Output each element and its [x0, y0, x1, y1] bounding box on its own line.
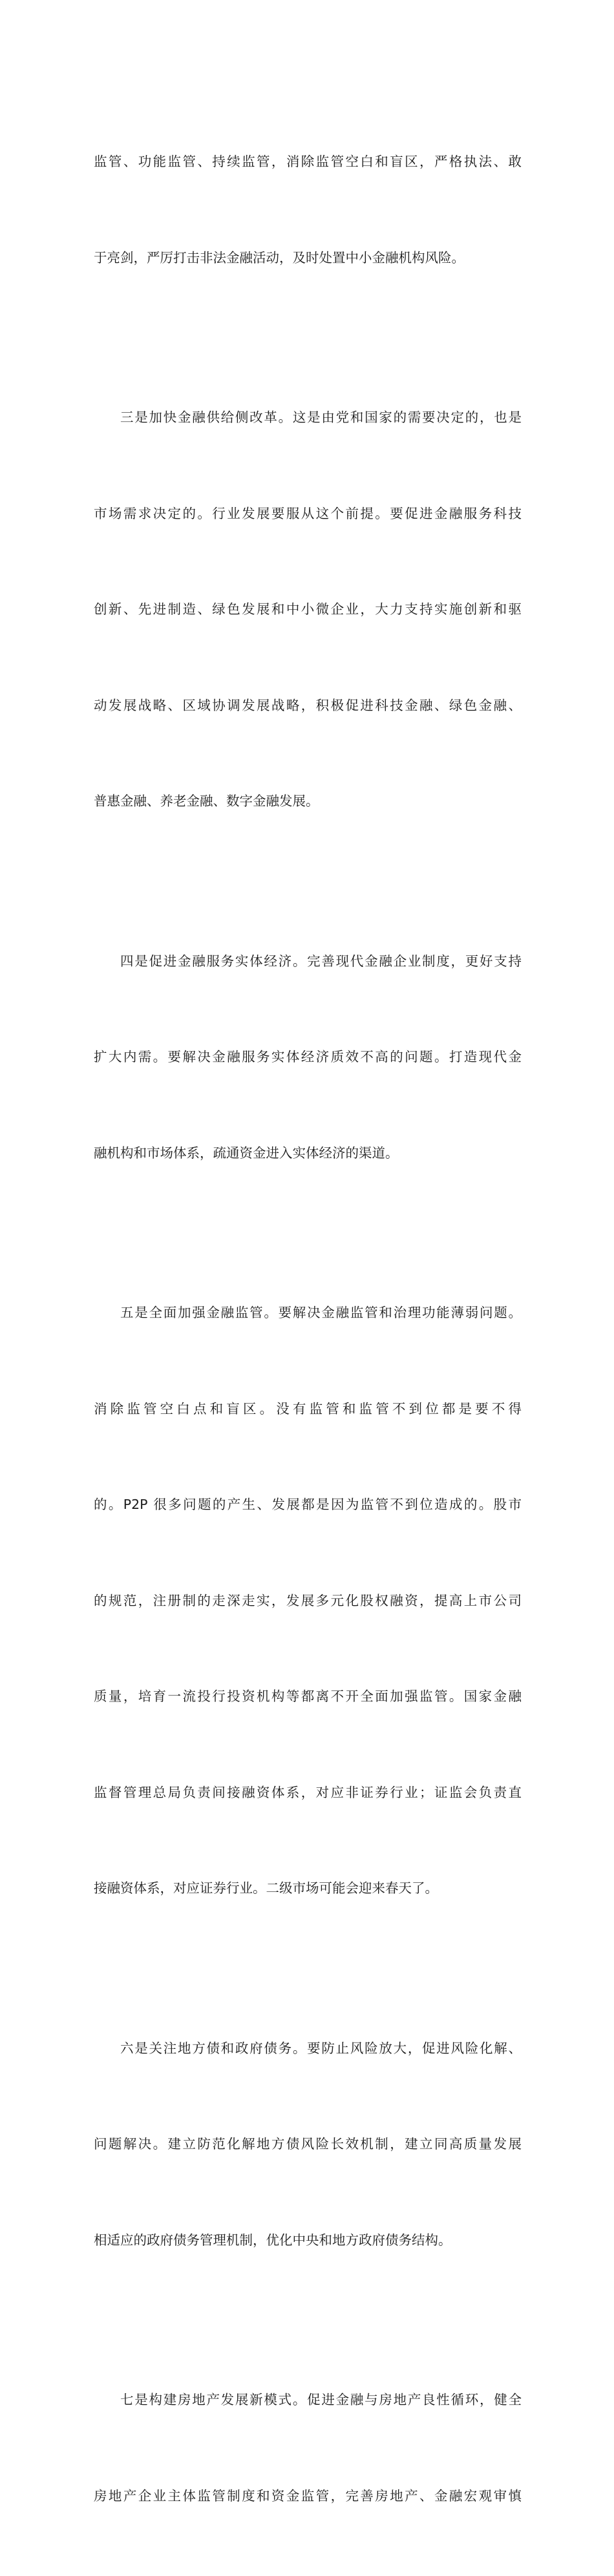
paragraph-6 [94, 2320, 522, 2576]
text-line: 扩大内需。要解决金融服务实体经济质效不高的问题。打造现代金 [94, 1049, 522, 1065]
document-body [94, 82, 522, 2576]
text-line: 六是关注地方债和政府债务。要防止风险放大，促进风险化解、 [120, 2040, 522, 2056]
text-line: 消除监管空白点和盲区。没有监管和监管不到位都是要不得 [94, 1400, 522, 1417]
text-line: 监督管理总局负责间接融资体系，对应非证券行业；证监会负责直 [94, 1784, 522, 1800]
text-line: 七是构建房地产发展新模式。促进金融与房地产良性循环，健全 [120, 2392, 522, 2407]
text-line: 的。P2P 很多问题的产生、发展都是因为监管不到位造成的。股市 [94, 1497, 522, 1512]
text-line: 融机构和市场体系，疏通资金进入实体经济的渠道。 [94, 1145, 399, 1161]
text-line: 相适应的政府债务管理机制，优化中央和地方政府债务结构。 [94, 2232, 452, 2248]
text-line: 三是加快金融供给侧改革。这是由党和国家的需要决定的，也是 [120, 410, 522, 425]
text-line: 房地产企业主体监管制度和资金监管，完善房地产、金融宏观审慎 [94, 2488, 522, 2504]
paragraph-1 [94, 82, 522, 338]
paragraph-3 [94, 882, 522, 1234]
paragraph-5 [94, 1969, 522, 2321]
text-line: 五是全面加强金融监管。要解决金融监管和治理功能薄弱问题。 [120, 1305, 522, 1320]
text-line: 的规范，注册制的走深走实，发展多元化股权融资，提高上市公司 [94, 1592, 522, 1608]
text-line: 普惠金融、养老金融、数字金融发展。 [94, 793, 319, 809]
text-line: 动发展战略、区域协调发展战略，积极促进科技金融、绿色金融、 [94, 697, 522, 713]
text-line: 市场需求决定的。行业发展要服从这个前提。要促进金融服务科技 [94, 505, 522, 521]
text-line: 创新、先进制造、绿色发展和中小微企业，大力支持实施创新和驱 [94, 601, 522, 617]
text-line: 监管、功能监管、持续监管，消除监管空白和盲区，严格执法、敢 [94, 154, 522, 169]
text-line: 问题解决。建立防范化解地方债风险长效机制，建立同高质量发展 [94, 2136, 522, 2152]
text-line: 四是促进金融服务实体经济。完善现代金融企业制度，更好支持 [120, 953, 522, 969]
paragraph-4 [94, 1233, 522, 1969]
text-line: 质量，培育一流投行投资机构等都离不开全面加强监管。国家金融 [94, 1688, 522, 1704]
text-line: 于亮剑，严厉打击非法金融活动，及时处置中小金融机构风险。 [94, 249, 465, 265]
text-line: 接融资体系，对应证券行业。二级市场可能会迎来春天了。 [94, 1880, 438, 1896]
paragraph-2 [94, 338, 522, 882]
